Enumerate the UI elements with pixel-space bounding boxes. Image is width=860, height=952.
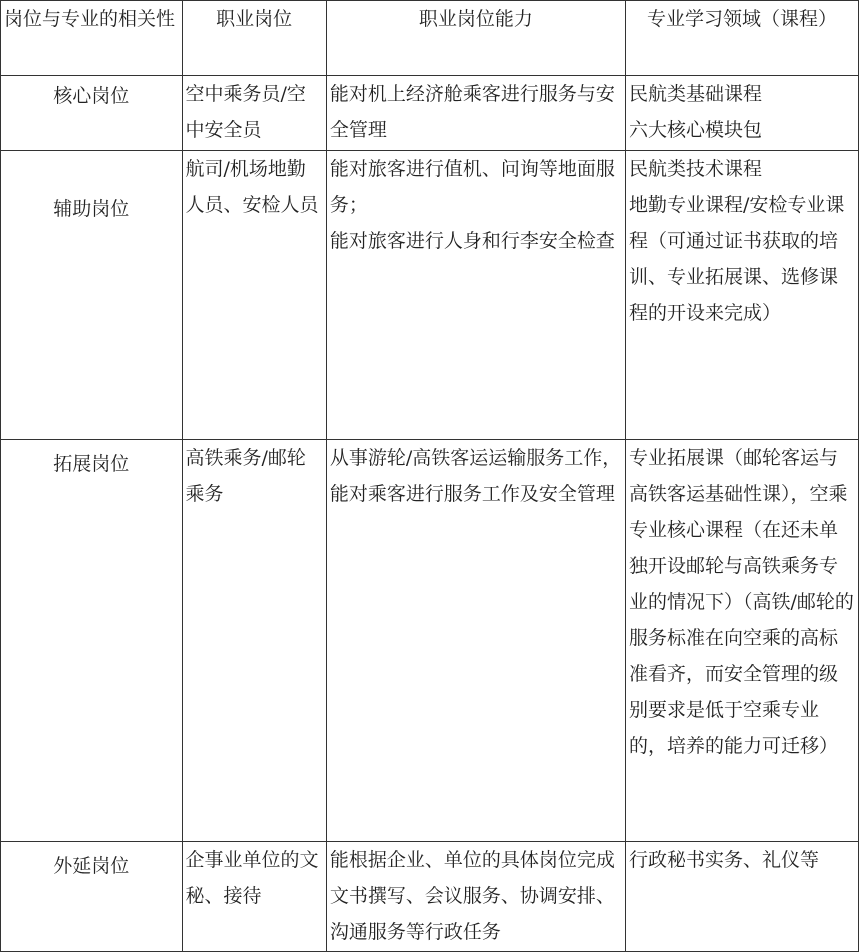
ability-line: 从事游轮/高铁客运运输服务工作，能对乘客进行服务工作及安全管理 [329,447,622,505]
ability-line: 能对旅客进行值机、问询等地面服务； [329,158,615,216]
course-cell [625,151,858,440]
table-row [1,76,859,151]
course-line: 六大核心模块包 [628,119,762,141]
ability-cell [326,76,625,151]
course-line: 民航类技术课程 [628,158,762,180]
course-line: 行政秘书实务、礼仪等 [628,849,819,871]
course-cell [625,76,858,151]
table-row [1,842,859,952]
header-row [1,1,859,76]
header-courses: 专业学习领域（课程） [625,1,858,76]
header-relevance: 岗位与专业的相关性 [1,1,183,76]
position-cell: 空中乘务员/空中安全员 [182,76,326,151]
header-ability: 职业岗位能力 [326,1,625,76]
table-row [1,440,859,842]
ability-line: 能对机上经济舱乘客进行服务与安全管理 [329,83,615,141]
course-line: 地勤专业课程/安检专业课程（可通过证书获取的培训、专业拓展课、选修课程的开设来完成） [628,194,845,324]
ability-cell [326,842,625,952]
position-cell: 高铁乘务/邮轮乘务 [182,440,326,842]
position-cell: 航司/机场地勤人员、安检人员 [182,151,326,440]
ability-cell [326,151,625,440]
ability-line: 能根据企业、单位的具体岗位完成文书撰写、会议服务、协调安排、沟通服务等行政任务 [329,849,615,943]
category-cell: 外延岗位 [1,842,183,952]
header-position: 职业岗位 [182,1,326,76]
course-cell [625,842,858,952]
course-cell [625,440,858,842]
ability-cell [326,440,625,842]
course-line: 专业拓展课（邮轮客运与高铁客运基础性课），空乘专业核心课程（在还未单独开设邮轮与高铁乘务专业的情况下）（高铁/邮轮的服务标准在向空乘的高标准看齐，而安全管理的级别要求是低于空乘专业的，培养的能力可迁移） [628,447,854,757]
course-line: 民航类基础课程 [628,83,762,105]
position-cell: 企事业单位的文秘、接待 [182,842,326,952]
category-cell: 辅助岗位 [1,151,183,440]
table-row [1,151,859,440]
category-cell: 拓展岗位 [1,440,183,842]
ability-line: 能对旅客进行人身和行李安全检查 [329,230,615,252]
category-cell: 核心岗位 [1,76,183,151]
